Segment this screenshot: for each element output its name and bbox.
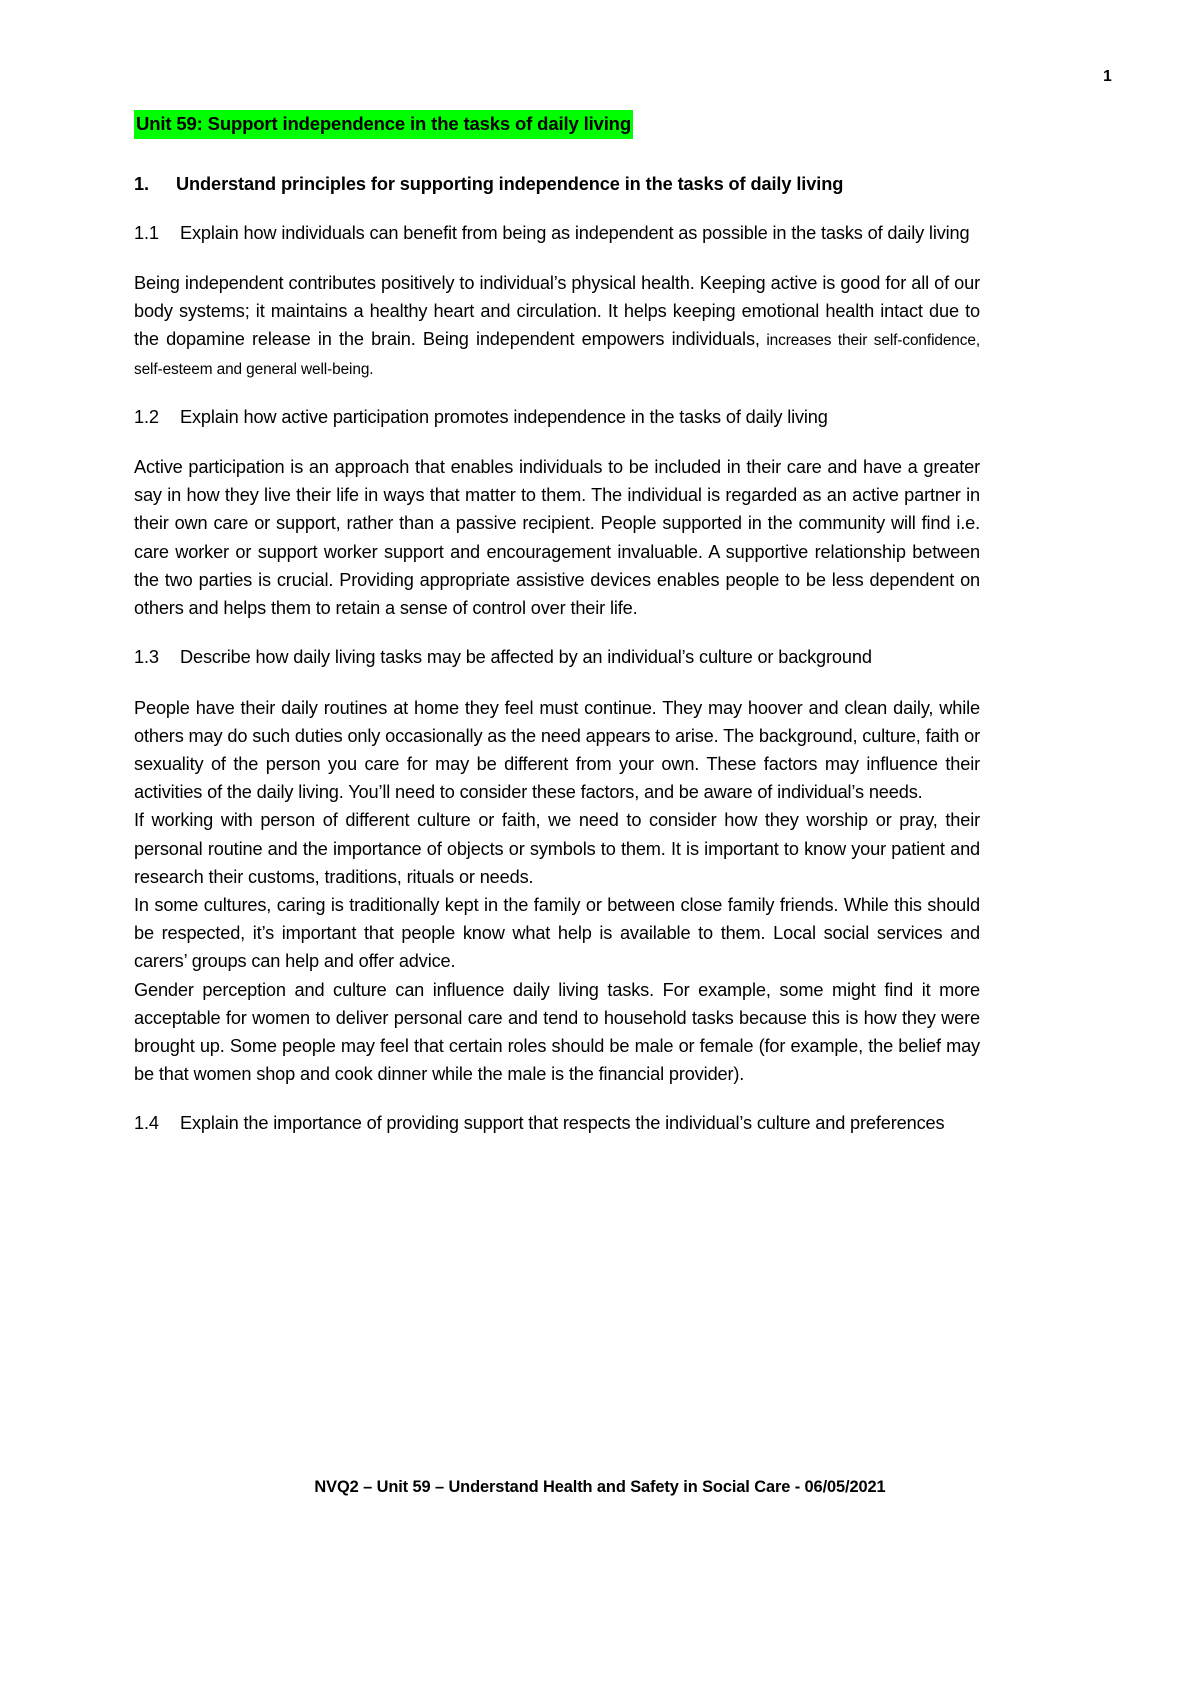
answer-1-3-paragraph-4: Gender perception and culture can influence daily living tasks. For example, some might find it more acceptable for women to deliver personal care and tend to household tasks because this is how they were brought up. Some people may feel that certain roles should be male or female (for example, the belief may be that women shop and cook dinner while the male is the financial provider). bbox=[134, 979, 980, 1085]
criterion-1-3 bbox=[134, 644, 980, 671]
document-content bbox=[134, 110, 980, 1138]
criterion-1-2-text: Explain how active participation promotes independence in the tasks of daily living bbox=[180, 406, 828, 427]
page-footer: NVQ2 – Unit 59 – Understand Health and Safety in Social Care - 06/05/2021 bbox=[314, 1478, 886, 1496]
answer-1-3-paragraph-3: In some cultures, caring is traditionally kept in the family or between close family friends. While this should be respected, it’s important that people know what help is available to them. Local social services and carers’ groups can help and offer advice. bbox=[134, 895, 980, 972]
learning-outcome-number: 1. bbox=[134, 174, 149, 195]
criterion-1-2-number: 1.2 bbox=[134, 406, 159, 427]
criterion-1-2 bbox=[134, 404, 980, 431]
learning-outcome bbox=[134, 171, 980, 197]
criterion-1-3-text: Describe how daily living tasks may be affected by an individual’s culture or background bbox=[180, 647, 872, 668]
criterion-1-3-number: 1.3 bbox=[134, 647, 159, 668]
answer-1-1-small-text: increases their self-confidence, self-esteem and general well-being. bbox=[134, 332, 980, 378]
document-title: Unit 59: Support independence in the tasks of daily living bbox=[134, 110, 633, 139]
criterion-1-1-text: Explain how individuals can benefit from being as independent as possible in the tasks of daily living bbox=[180, 222, 970, 243]
answer-1-3-paragraph-1: People have their daily routines at home they feel must continue. They may hoover and clean daily, while others may do such duties only occasionally as the need appears to arise. The background, culture, faith or sexuality of the person you care for may be different from your own. These factors may influence their activities of the daily living. You’ll need to consider these factors, and be aware of individual’s needs. bbox=[134, 697, 981, 803]
answer-1-3-paragraph-2: If working with person of different culture or faith, we need to consider how they worship or pray, their personal routine and the importance of objects or symbols to them. It is important to know your patient and research their customs, traditions, rituals or needs. bbox=[134, 810, 980, 887]
criterion-1-1 bbox=[134, 220, 980, 247]
criterion-1-4-number: 1.4 bbox=[134, 1113, 159, 1134]
page-number: 1 bbox=[1103, 68, 1112, 85]
answer-1-1 bbox=[134, 269, 980, 382]
criterion-1-4-text: Explain the importance of providing support that respects the individual’s culture and preferences bbox=[180, 1113, 945, 1134]
criterion-1-4 bbox=[134, 1110, 980, 1137]
answer-1-2 bbox=[134, 453, 980, 622]
answer-1-2-paragraph: Active participation is an approach that enables individuals to be included in their care and have a greater say in how they live their life in ways that matter to them. The individual is regarded as an active partner in their own care or support, rather than a passive recipient. People supported in the community will find i.e. care worker or support worker support and encouragement invaluable. A supportive relationship between the two parties is crucial. Providing appropriate assistive devices enables people to be less dependent on others and helps them to retain a sense of control over their life. bbox=[134, 457, 980, 619]
answer-1-1-main-text: Being independent contributes positively to individual’s physical health. Keeping active is good for all of our body systems; it maintains a healthy heart and circulation. It helps keeping emotional health intact due to the dopamine release in the brain. Being independent empowers individuals, bbox=[134, 272, 980, 350]
learning-outcome-text: Understand principles for supporting independence in the tasks of daily living bbox=[176, 174, 844, 195]
answer-1-1-paragraph bbox=[134, 269, 980, 382]
criterion-1-1-number: 1.1 bbox=[134, 222, 159, 243]
answer-1-3 bbox=[134, 694, 980, 1089]
